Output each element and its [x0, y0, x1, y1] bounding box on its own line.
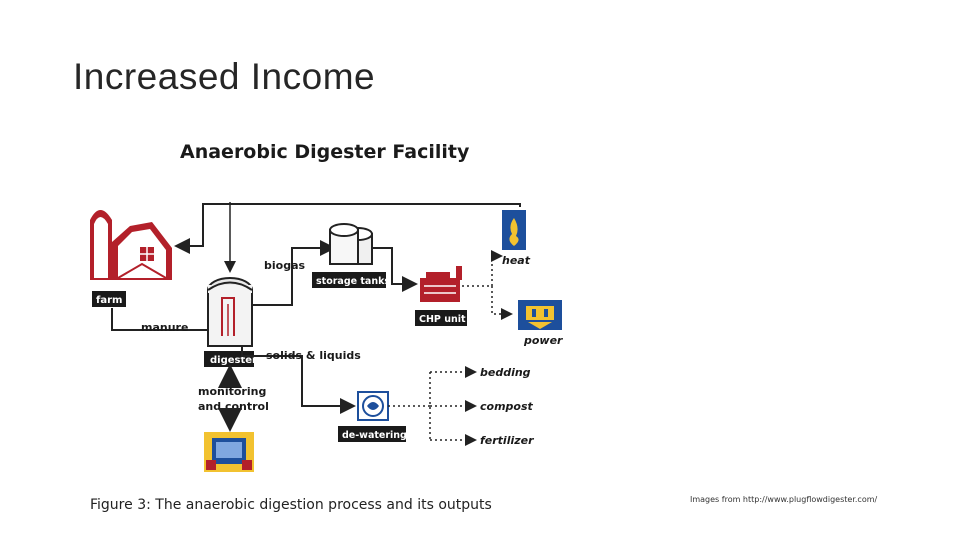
- digester-label: digester: [210, 355, 257, 366]
- storage-tanks-icon: [330, 224, 372, 264]
- dewatering-label: de-watering: [342, 430, 407, 441]
- power-label: power: [524, 334, 563, 347]
- control-computer-icon: [204, 432, 254, 472]
- solids-liquids-label: solids & liquids: [266, 349, 361, 362]
- figure-caption: Figure 3: The anaerobic digestion process and its outputs: [90, 497, 492, 513]
- and-control-label: and control: [198, 400, 269, 413]
- farm-barn-icon: [90, 210, 172, 280]
- storage-tanks-label: storage tanks: [316, 276, 391, 287]
- heat-flame-icon: [502, 210, 526, 250]
- chp-to-heat-line: [462, 256, 500, 286]
- compost-label: compost: [480, 400, 533, 413]
- chp-label: CHP unit: [419, 314, 466, 325]
- slide-title: Increased Income: [73, 56, 376, 97]
- dewatering-icon: [358, 392, 388, 420]
- bedding-label: bedding: [480, 366, 531, 379]
- anaerobic-digester-diagram: [82, 130, 566, 480]
- digester-tank-icon: [208, 278, 252, 346]
- fertilizer-label: fertilizer: [480, 434, 534, 447]
- monitoring-label: monitoring: [198, 385, 267, 398]
- farm-label: farm: [96, 295, 123, 306]
- manure-label: manure: [141, 321, 189, 334]
- image-credit: Images from http://www.plugflowdigester.com/: [690, 495, 878, 504]
- biogas-label: biogas: [264, 259, 306, 272]
- diagram-title: Anaerobic Digester Facility: [180, 141, 470, 163]
- power-plug-icon: [518, 300, 562, 330]
- chp-to-power-line: [492, 286, 510, 314]
- heat-label: heat: [502, 254, 530, 267]
- chp-unit-icon: [420, 266, 462, 302]
